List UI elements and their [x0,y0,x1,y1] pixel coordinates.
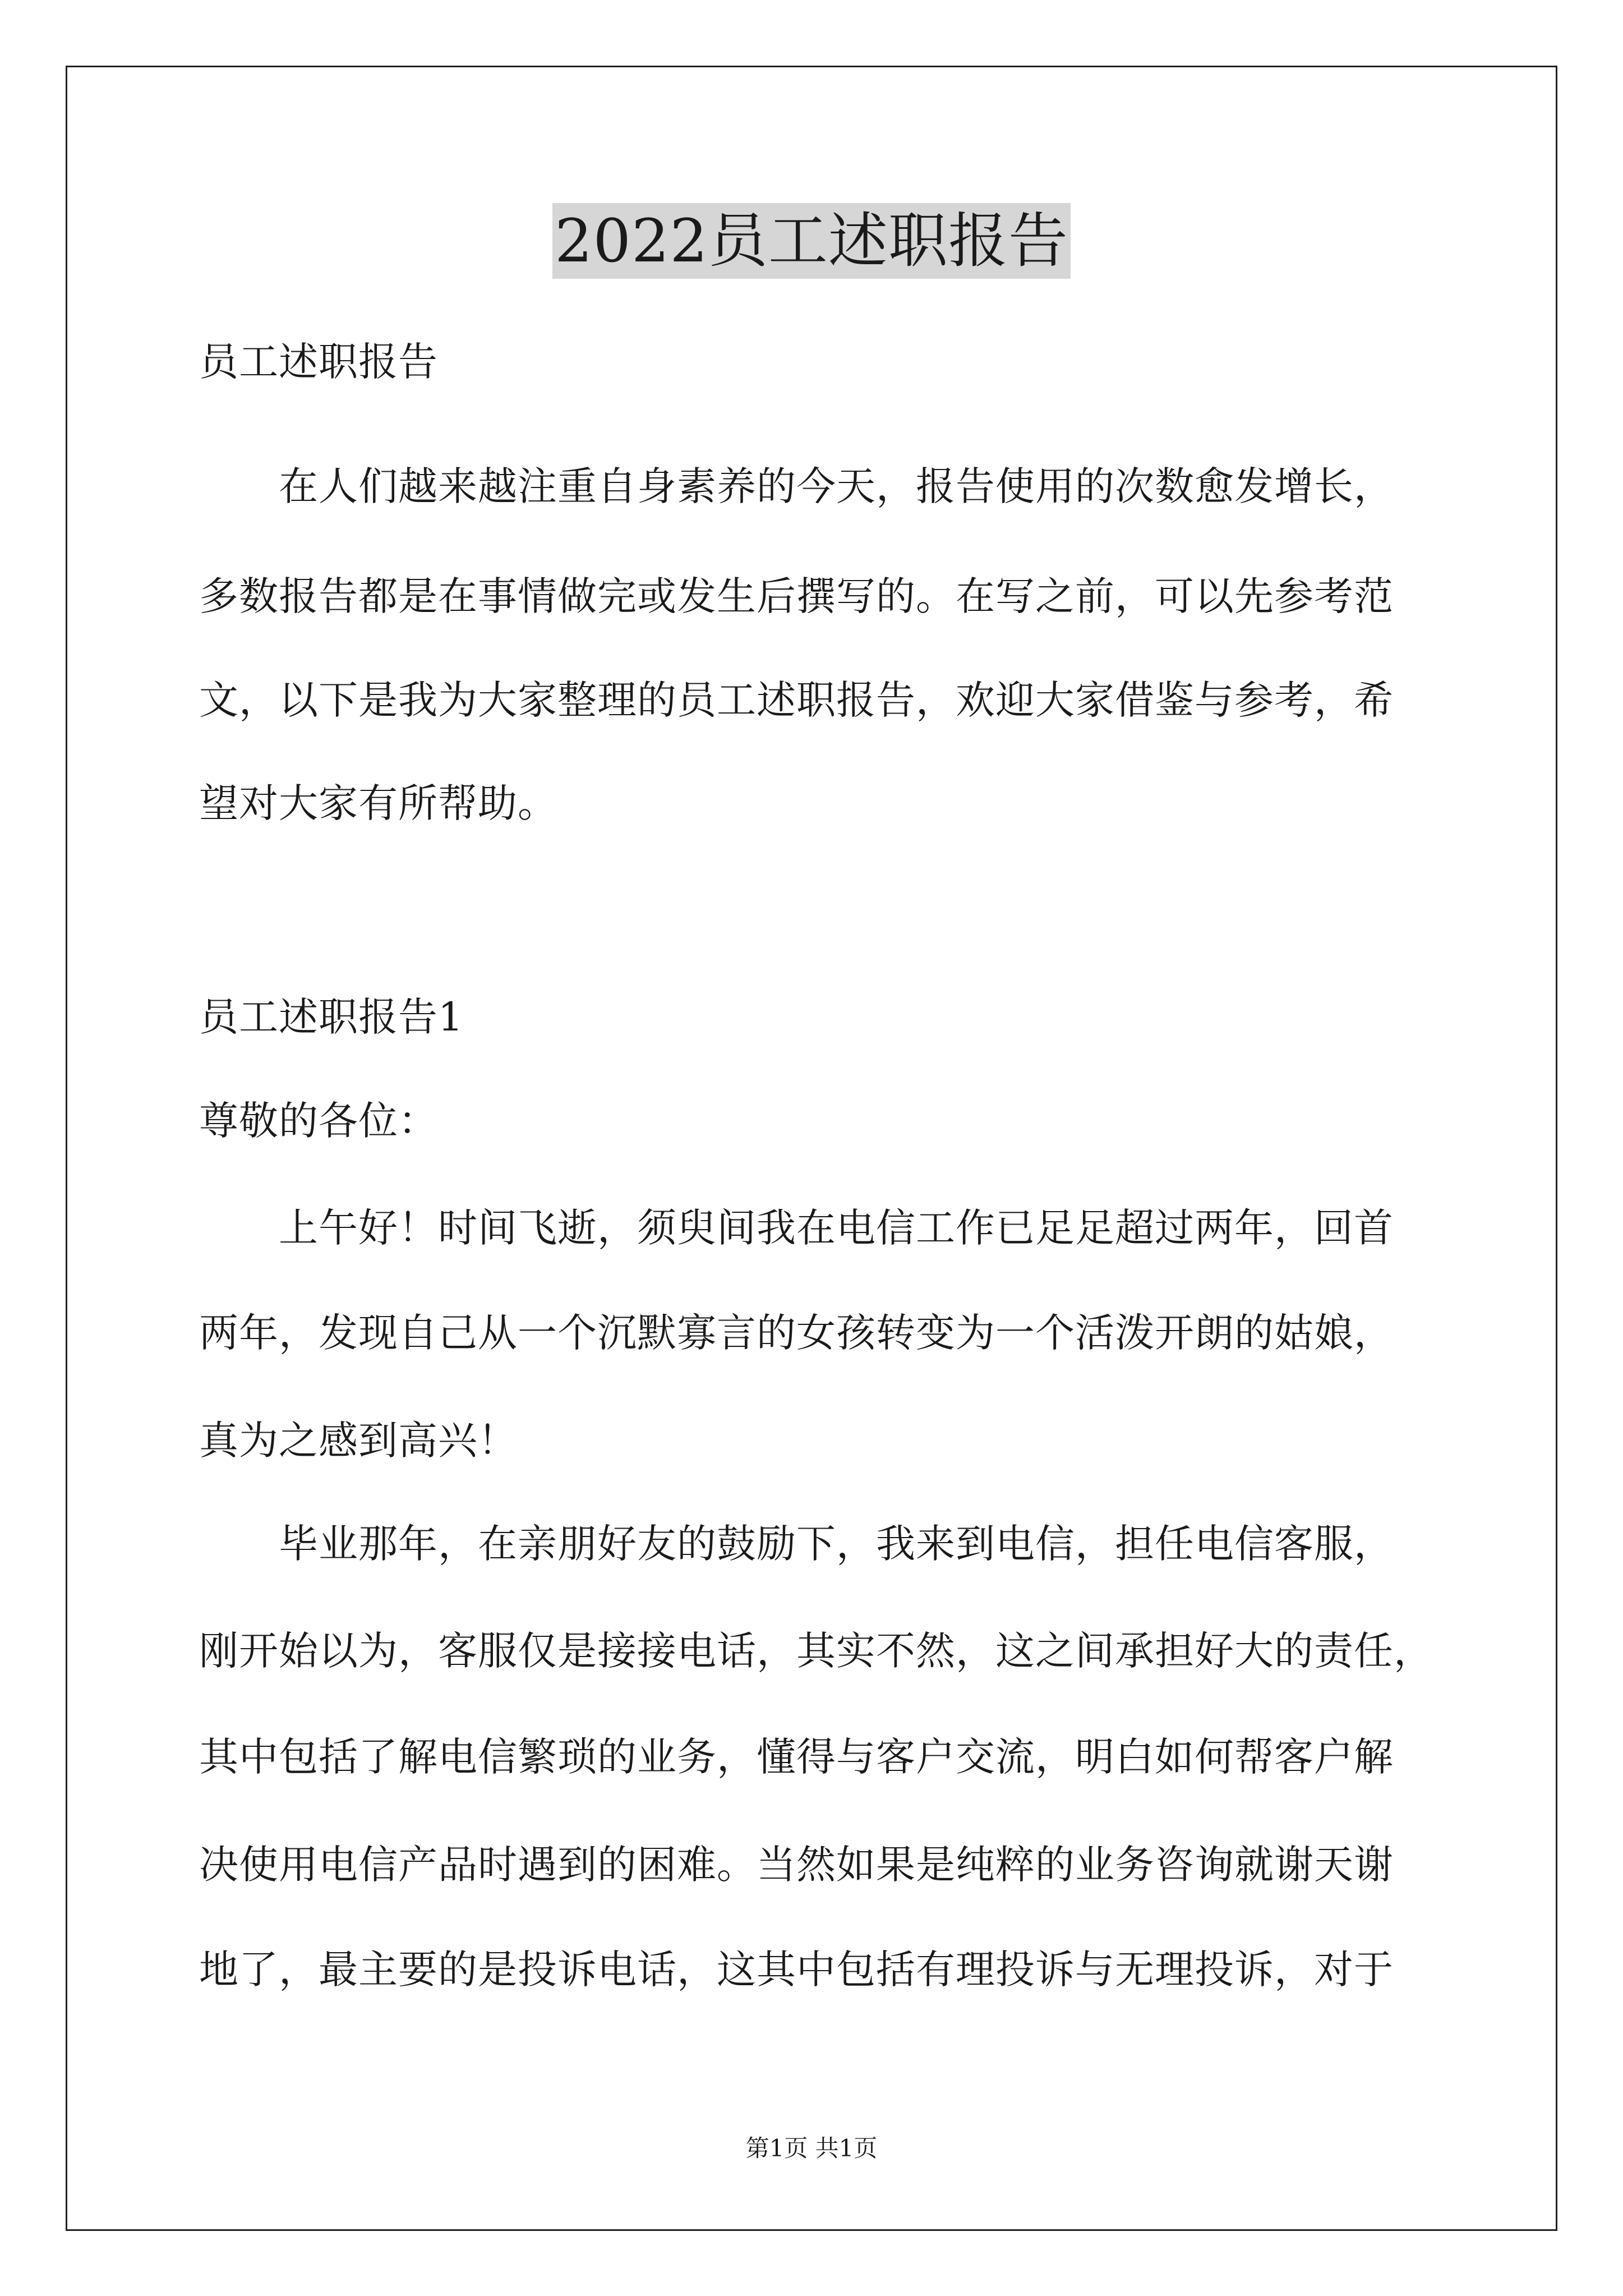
page-number-footer: 第1页 共1页 [745,2134,878,2162]
text-line-subtitle: 员工述职报告 [199,339,438,385]
page-border [66,66,1557,2231]
text-line: 多数报告都是在事情做完或发生后撰写的。在写之前，可以先参考范 [199,573,1394,619]
text-line: 两年，发现自己从一个沉默寡言的女孩转变为一个活泼开朗的姑娘， [199,1310,1394,1356]
text-line: 望对大家有所帮助。 [199,780,557,826]
document-title: 2022员工述职报告 [552,203,1071,279]
text-line: 地了，最主要的是投诉电话，这其中包括有理投诉与无理投诉，对于 [199,1947,1394,1993]
title-container [0,203,1623,279]
salutation: 尊敬的各位： [199,1098,438,1144]
text-line: 毕业那年，在亲朋好友的鼓励下，我来到电信，担任电信客服， [279,1521,1394,1567]
text-line: 上午好！时间飞逝，须臾间我在电信工作已足足超过两年，回首 [279,1205,1394,1251]
text-line: 刚开始以为，客服仅是接接电话，其实不然，这之间承担好大的责任， [199,1628,1433,1674]
text-line: 在人们越来越注重自身素养的今天，报告使用的次数愈发增长， [279,463,1394,509]
text-line: 文，以下是我为大家整理的员工述职报告，欢迎大家借鉴与参考，希 [199,677,1394,723]
section-heading: 员工述职报告1 [199,994,464,1040]
text-line: 决使用电信产品时遇到的困难。当然如果是纯粹的业务咨询就谢天谢 [199,1842,1394,1888]
text-line: 其中包括了解电信繁琐的业务，懂得与客户交流，明白如何帮客户解 [199,1734,1394,1780]
text-line: 真为之感到高兴！ [199,1418,518,1464]
